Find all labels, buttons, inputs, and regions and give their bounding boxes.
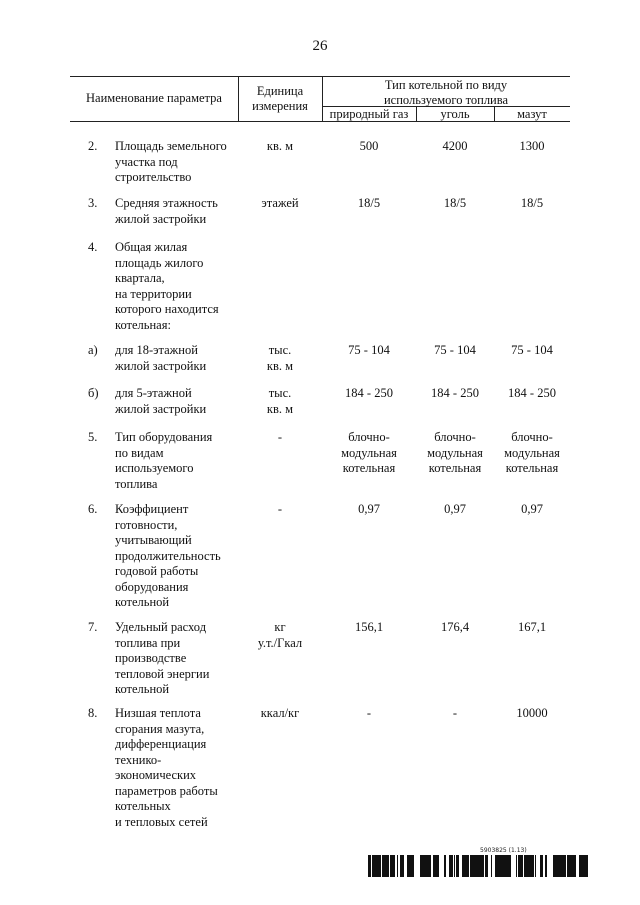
- row-value-coal: -: [452, 706, 458, 720]
- row-unit: ккал/кг: [260, 706, 300, 720]
- row-value-coal: 18/5: [443, 196, 467, 210]
- row-value-coal: блочно- модульная котельная: [427, 430, 483, 475]
- row-value-gas: 156,1: [354, 620, 384, 634]
- row-value-gas: блочно- модульная котельная: [341, 430, 397, 475]
- header-param-name: Наименование параметра: [86, 91, 222, 105]
- header-fuel-group: Тип котельной по виду используемого топлива: [383, 78, 509, 107]
- row-value-oil: 0,97: [521, 502, 543, 516]
- row-number: 8.: [88, 706, 98, 720]
- header-fuel-coal: уголь: [440, 107, 470, 121]
- row-parameter-name: Площадь земельного участка под строительство: [115, 139, 227, 184]
- row-value-gas: 75 - 104: [348, 343, 390, 357]
- row-parameter-name: Общая жилая площадь жилого квартала, на территории которого находится котельная:: [115, 240, 219, 332]
- row-unit: -: [277, 502, 283, 516]
- row-parameter-name: Коэффициент готовности, учитывающий продолжительность годовой работы оборудования котельной: [115, 502, 221, 609]
- row-value-gas: 184 - 250: [345, 386, 393, 400]
- row-value-gas: 0,97: [358, 502, 380, 516]
- row-value-coal: 75 - 104: [434, 343, 476, 357]
- row-number: 7.: [88, 620, 98, 634]
- row-parameter-name: для 5-этажной жилой застройки: [115, 386, 207, 416]
- row-value-coal: 4200: [442, 139, 468, 153]
- barcode-image: [368, 855, 588, 877]
- row-value-oil: 75 - 104: [511, 343, 553, 357]
- table-top-border: [70, 76, 570, 77]
- page-number: 26: [312, 38, 328, 54]
- row-parameter-name: Низшая теплота сгорания мазута, дифференциация технико- экономических параметров работы котельных и тепловых сетей: [115, 706, 218, 829]
- row-unit: этажей: [261, 196, 299, 210]
- row-value-gas: 18/5: [357, 196, 381, 210]
- row-value-gas: -: [366, 706, 372, 720]
- barcode-id: 5903825 (1.13): [480, 847, 527, 854]
- row-value-oil: блочно- модульная котельная: [504, 430, 560, 475]
- row-value-coal: 176,4: [440, 620, 470, 634]
- row-unit: тыс. кв. м: [266, 343, 294, 373]
- row-value-gas: 500: [359, 139, 379, 153]
- row-number: 6.: [88, 502, 98, 516]
- row-value-oil: 184 - 250: [508, 386, 556, 400]
- row-number: б): [88, 386, 99, 400]
- row-value-oil: 167,1: [517, 620, 547, 634]
- row-value-coal: 0,97: [444, 502, 466, 516]
- row-parameter-name: Тип оборудования по видам используемого топлива: [115, 430, 213, 491]
- row-value-oil: 18/5: [520, 196, 544, 210]
- row-value-coal: 184 - 250: [431, 386, 479, 400]
- row-unit: кг у.т./Гкал: [257, 620, 303, 650]
- row-parameter-name: Средняя этажность жилой застройки: [115, 196, 218, 226]
- row-number: 4.: [88, 240, 98, 254]
- row-number: 2.: [88, 139, 98, 153]
- row-number: 3.: [88, 196, 98, 210]
- row-unit: тыс. кв. м: [266, 386, 294, 416]
- row-value-oil: 1300: [519, 139, 545, 153]
- header-fuel-gas: природный газ: [329, 107, 409, 121]
- row-value-oil: 10000: [516, 706, 548, 720]
- row-parameter-name: для 18-этажной жилой застройки: [115, 343, 207, 373]
- header-unit: Единица измерения: [252, 84, 308, 113]
- row-parameter-name: Удельный расход топлива при производстве тепловой энергии котельной: [115, 620, 210, 696]
- row-unit: кв. м: [266, 139, 294, 153]
- header-fuel-oil: мазут: [517, 107, 547, 121]
- row-number: а): [88, 343, 98, 357]
- row-number: 5.: [88, 430, 98, 444]
- row-unit: -: [277, 430, 283, 444]
